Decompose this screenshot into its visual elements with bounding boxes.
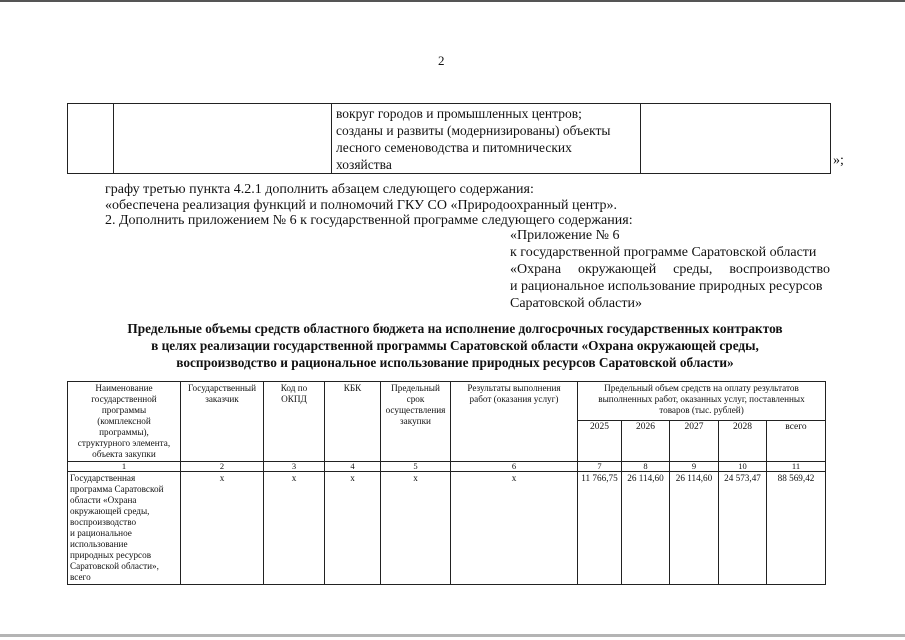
row-value-2025: 11 766,75	[578, 472, 622, 585]
header-okpd: Код по ОКПД	[264, 382, 325, 462]
paragraph: 2. Дополнить приложением № 6 к государственной программе следующего содержания:	[105, 213, 633, 228]
table-row	[68, 472, 826, 585]
appendix-line: «Приложение № 6	[510, 228, 620, 243]
header-total: всего	[767, 421, 826, 462]
header-year: 2027	[670, 421, 719, 462]
row-okpd: х	[264, 472, 325, 585]
column-number: 5	[381, 462, 451, 472]
continuation-line: лесного семеноводства и питомнических	[336, 140, 572, 155]
row-results: х	[451, 472, 578, 585]
row-value-total: 88 569,42	[767, 472, 826, 585]
row-kbk: х	[325, 472, 381, 585]
appendix-line: «Охрана окружающей среды, воспроизводство	[510, 262, 830, 277]
header-year: 2025	[578, 421, 622, 462]
continuation-cell-4	[641, 104, 831, 174]
scan-edge-top	[0, 0, 905, 2]
title-line: Предельные объемы средств областного бюджета на исполнение долгосрочных государственных контрактов	[127, 321, 783, 336]
continuation-table	[67, 103, 831, 174]
continuation-cell-2	[114, 104, 332, 174]
header-year: 2026	[622, 421, 670, 462]
continuation-line: созданы и развиты (модернизированы) объекты	[336, 123, 611, 138]
header-deadline: Предельный срок осуществления закупки	[381, 382, 451, 462]
row-customer: х	[181, 472, 264, 585]
title-line: в целях реализации государственной программы Саратовской области «Охрана окружающей среды,	[151, 338, 759, 353]
column-number: 4	[325, 462, 381, 472]
page-number: 2	[438, 53, 445, 68]
closing-quote: »;	[833, 153, 844, 168]
continuation-text-cell	[332, 104, 641, 174]
row-value-2028: 24 573,47	[719, 472, 767, 585]
column-number: 3	[264, 462, 325, 472]
paragraph: «обеспечена реализация функций и полномочий ГКУ СО «Природоохранный центр».	[105, 198, 617, 213]
column-number: 10	[719, 462, 767, 472]
header-kbk: КБК	[325, 382, 381, 462]
column-number: 6	[451, 462, 578, 472]
limits-table	[67, 381, 826, 585]
header-customer: Государственный заказчик	[181, 382, 264, 462]
header-results: Результаты выполнения работ (оказания услуг)	[451, 382, 578, 462]
title-line: воспроизводство и рациональное использование природных ресурсов Саратовской области»	[176, 355, 734, 370]
appendix-line: Саратовской области»	[510, 296, 642, 311]
row-value-2026: 26 114,60	[622, 472, 670, 585]
continuation-line: вокруг городов и промышленных центров;	[336, 106, 582, 121]
continuation-line: хозяйства	[336, 157, 392, 172]
row-deadline: х	[381, 472, 451, 585]
paragraph: графу третью пункта 4.2.1 дополнить абзацем следующего содержания:	[105, 182, 534, 197]
column-number: 7	[578, 462, 622, 472]
column-number: 8	[622, 462, 670, 472]
row-name: Государственная программа Саратовской области «Охрана окружающей среды, воспроизводство и рациональное использование природных ресурсов Саратовской области», всего	[68, 472, 181, 585]
column-number: 1	[68, 462, 181, 472]
header-year: 2028	[719, 421, 767, 462]
header-limit: Предельный объем средств на оплату результатов выполненных работ, оказанных услуг, поставленных товаров (тыс. рублей)	[578, 382, 826, 421]
column-number: 2	[181, 462, 264, 472]
row-value-2027: 26 114,60	[670, 472, 719, 585]
appendix-line: к государственной программе Саратовской области	[510, 245, 817, 260]
continuation-cell-1	[68, 104, 114, 174]
column-number: 11	[767, 462, 826, 472]
scan-edge-bottom	[0, 634, 905, 637]
appendix-line: и рациональное использование природных ресурсов	[510, 279, 823, 294]
header-name: Наименование государственной программы (комплексной программы), структурного элемента, объекта закупки	[68, 382, 181, 462]
table-title	[60, 320, 850, 371]
column-number: 9	[670, 462, 719, 472]
appendix-header	[510, 227, 830, 312]
